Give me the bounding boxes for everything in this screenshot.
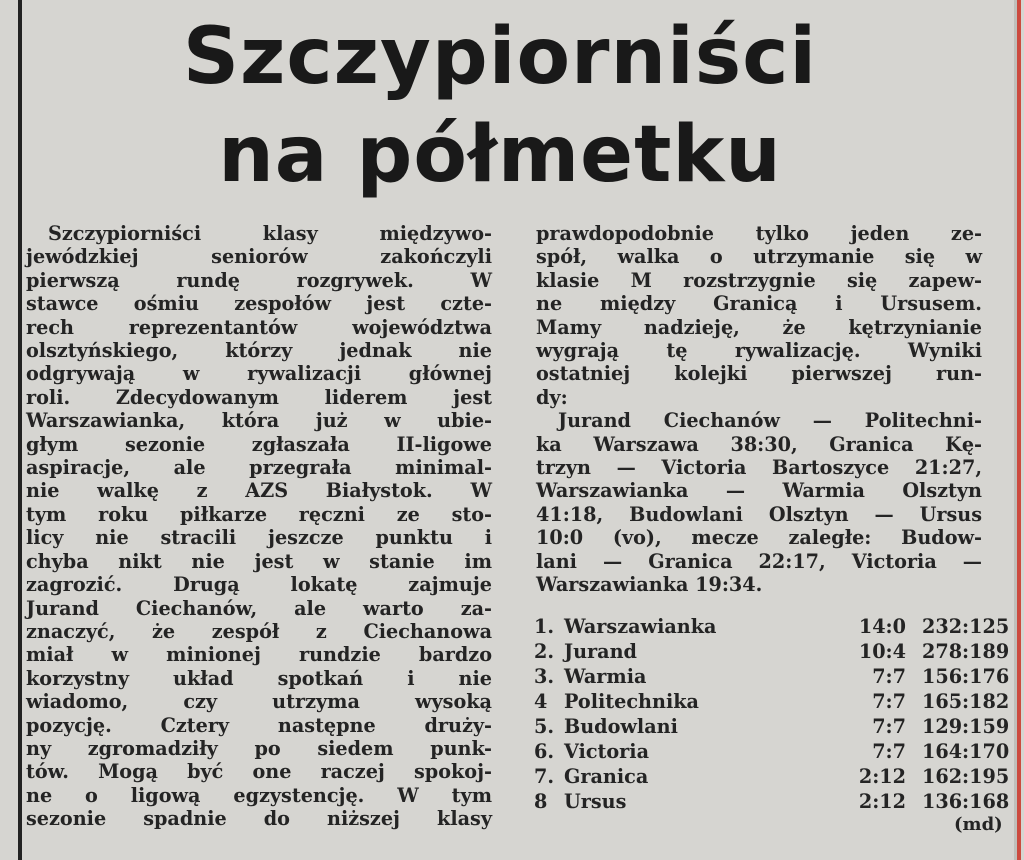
text-line: rech reprezentantów województwa [26,315,492,339]
points: 14:0 [858,615,906,638]
team-name: Warszawianka [564,615,717,638]
text-line: aspiracje, ale przegrała minimal- [26,456,492,480]
text-line: ka Warszawa 38:30, Granica Kę- [536,432,982,456]
team-name: Politechnika [564,690,699,713]
standings-row [534,764,1014,789]
team-name: Ursus [564,790,627,813]
text-line: ny zgromadziły po siedem punk- [26,736,492,760]
standings-table [534,614,1014,814]
team-name: Granica [564,765,649,788]
text-line: Szczypiorniści klasy międzywo- [48,222,492,245]
goal-ratio: 129:159 [922,715,1010,738]
text-line: ne między Granicą i Ursusem. [536,292,982,316]
text-line: trzyn — Victoria Bartoszyce 21:27, [536,456,982,480]
goal-ratio: 165:182 [922,690,1010,713]
text-line: olsztyńskiego, którzy jednak nie [26,339,492,363]
standings-row [534,664,1014,689]
goal-ratio: 278:189 [922,640,1010,663]
text-line: 10:0 (vo), mecze zaległe: Budow- [536,526,982,550]
standings-row [534,689,1014,714]
headline-line-1: Szczypiorniści [182,12,818,102]
text-line: stawce ośmiu zespołów jest czte- [26,292,492,316]
text-line: znaczyć, że zespół z Ciechanowa [26,619,492,643]
position: 6. [534,740,555,763]
standings-row [534,739,1014,764]
text-line: pierwszą rundę rozgrywek. W [26,268,492,292]
headline-line-2: na półmetku [218,110,782,200]
text-line: 41:18, Budowlani Olsztyn — Ursus [536,502,982,526]
article-column-left [26,222,492,831]
text-line: tym roku piłkarze ręczni ze sto- [26,502,492,526]
text-line: licy nie stracili jeszcze punktu i [26,526,492,550]
text-line: miał w minionej rundzie bardzo [26,643,492,667]
text-line: zagrozić. Drugą lokatę zajmuje [26,573,492,597]
team-name: Budowlani [564,715,678,738]
points: 7:7 [872,690,906,713]
team-name: Victoria [564,740,650,763]
text-line: nie walkę z AZS Białystok. W [26,479,492,503]
text-line: sezonie spadnie do niższej klasy [26,807,492,831]
text-line: chyba nikt nie jest w stanie im [26,549,492,573]
points: 2:12 [858,765,906,788]
text-line: lani — Granica 22:17, Victoria — [536,549,982,573]
points: 7:7 [872,665,906,688]
standings-row [534,714,1014,739]
author-signature: (md) [954,814,1003,835]
text-line: klasie M rozstrzygnie się zapew- [536,268,982,292]
text-line: Jurand Ciechanów — Politechni- [558,409,982,433]
text-line: głym sezonie zgłaszała II-ligowe [26,432,492,456]
goal-ratio: 162:195 [922,765,1010,788]
text-line: jewódzkiej seniorów zakończyli [26,245,492,269]
points: 7:7 [872,740,906,763]
position: 5. [534,715,555,738]
article-column-right [536,222,982,597]
text-line: Warszawianka 19:34. [536,573,763,597]
text-line: Warszawianka, która już w ubie- [26,409,492,433]
text-line: roli. Zdecydowanym liderem jest [26,385,492,409]
page-edge [1014,0,1024,860]
position: 3. [534,665,555,688]
points: 10:4 [858,640,906,663]
position: 2. [534,640,555,663]
position: 1. [534,615,555,638]
goal-ratio: 156:176 [922,665,1010,688]
standings-row [534,639,1014,664]
text-line: odgrywają w rywalizacji głównej [26,362,492,386]
text-line: dy: [536,385,568,409]
standings-row [534,789,1014,814]
team-name: Jurand [564,640,637,663]
text-line: wiadomo, czy utrzyma wysoką [26,690,492,714]
text-line: korzystny układ spotkań i nie [26,666,492,690]
text-line: Warszawianka — Warmia Olsztyn [536,479,982,503]
headline [60,8,940,204]
points: 7:7 [872,715,906,738]
goal-ratio: 136:168 [922,790,1010,813]
team-name: Warmia [564,665,647,688]
text-line: ostatniej kolejki pierwszej run- [536,362,982,386]
column-rule [18,0,22,860]
text-line: ne o ligową egzystencję. W tym [26,783,492,807]
standings-row [534,614,1014,639]
text-line: Mamy nadzieję, że kętrzynianie [536,315,982,339]
position: 8 [534,790,548,813]
points: 2:12 [858,790,906,813]
goal-ratio: 164:170 [922,740,1010,763]
text-line: wygrają tę rywalizację. Wyniki [536,339,982,363]
position: 4 [534,690,548,713]
text-line: prawdopodobnie tylko jeden ze- [536,222,982,245]
text-line: tów. Mogą być one raczej spokoj- [26,760,492,784]
goal-ratio: 232:125 [922,615,1010,638]
text-line: pozycję. Cztery następne druży- [26,713,492,737]
text-line: Jurand Ciechanów, ale warto za- [26,596,492,620]
text-line: spół, walka o utrzymanie się w [536,245,982,269]
position: 7. [534,765,555,788]
